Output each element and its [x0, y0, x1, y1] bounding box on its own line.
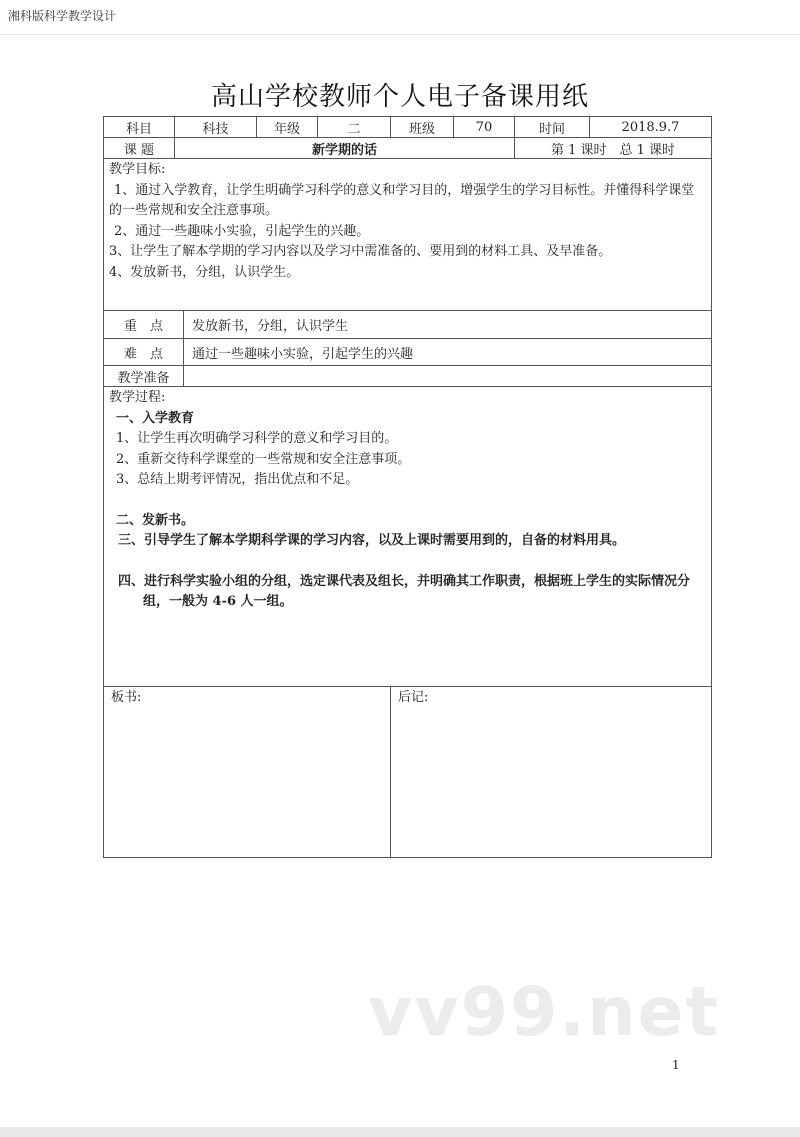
notes-label: 后记: — [398, 690, 429, 705]
objective-item: 1、通过入学教育，让学生明确学习科学的意义和学习目的，增强学生的学习目标性。并懂得科学课堂的一些常规和安全注意事项。 — [109, 182, 695, 218]
process-item: 2、重新交待科学课堂的一些常规和安全注意事项。 — [116, 451, 411, 467]
objective-item: 4、发放新书，分组，认识学生。 — [109, 264, 300, 280]
page-title: 高山学校教师个人电子备课用纸 — [210, 82, 589, 112]
watermark: vv99.net — [368, 973, 721, 1052]
topic-value: 新学期的话 — [174, 137, 515, 159]
running-header: 湘科版科学教学设计 — [8, 9, 117, 23]
grade-label: 年级 — [256, 116, 318, 138]
objectives-heading: 教学目标: — [109, 162, 166, 177]
prep-label: 教学准备 — [103, 365, 184, 387]
prep-value — [183, 365, 712, 387]
class-value: 70 — [453, 116, 515, 138]
board-section — [103, 686, 391, 858]
notes-section — [390, 686, 712, 858]
class-label: 班级 — [390, 116, 454, 138]
time-label: 时间 — [514, 116, 590, 138]
process-section — [103, 386, 712, 687]
difficulty-value: 通过一些趣味小实验，引起学生的兴趣 — [183, 338, 712, 366]
process-heading: 教学过程: — [109, 390, 166, 405]
subject-value: 科技 — [174, 116, 257, 138]
objective-item: 3、让学生了解本学期的学习内容以及学习中需准备的、要用到的材料工具、及早准备。 — [109, 244, 612, 259]
process-item: 3、总结上期考评情况，指出优点和不足。 — [116, 472, 359, 487]
period-info: 第 1 课时 总 1 课时 — [514, 137, 712, 159]
page-bottom-edge — [0, 1127, 800, 1137]
process-step-1: 一、入学教育 — [116, 410, 195, 426]
topic-label: 课 题 — [103, 137, 175, 159]
objective-item: 2、通过一些趣味小实验，引起学生的兴趣。 — [114, 223, 370, 239]
board-label: 板书: — [111, 690, 142, 705]
process-step-2: 二、发新书。 — [116, 512, 195, 528]
key-label: 重 点 — [103, 310, 184, 339]
page-number: 1 — [672, 1058, 680, 1072]
header-divider — [0, 34, 800, 35]
process-item: 1、让学生再次明确学习科学的意义和学习目的。 — [116, 431, 398, 446]
key-value: 发放新书，分组，认识学生 — [183, 310, 712, 339]
process-step-3: 三、引导学生了解本学期科学课的学习内容，以及上课时需要用到的，自备的材料用具。 — [118, 533, 626, 548]
time-value: 2018.9.7 — [589, 116, 712, 138]
process-step-4: 四、进行科学实验小组的分组，选定课代表及组长，并明确其工作职责，根据班上学生的实际情况分组，一般为 4-6 人一组。 — [118, 573, 691, 609]
subject-label: 科目 — [103, 116, 175, 138]
objectives-section — [103, 158, 712, 311]
difficulty-label: 难 点 — [103, 338, 184, 366]
grade-value: 二 — [317, 116, 391, 138]
